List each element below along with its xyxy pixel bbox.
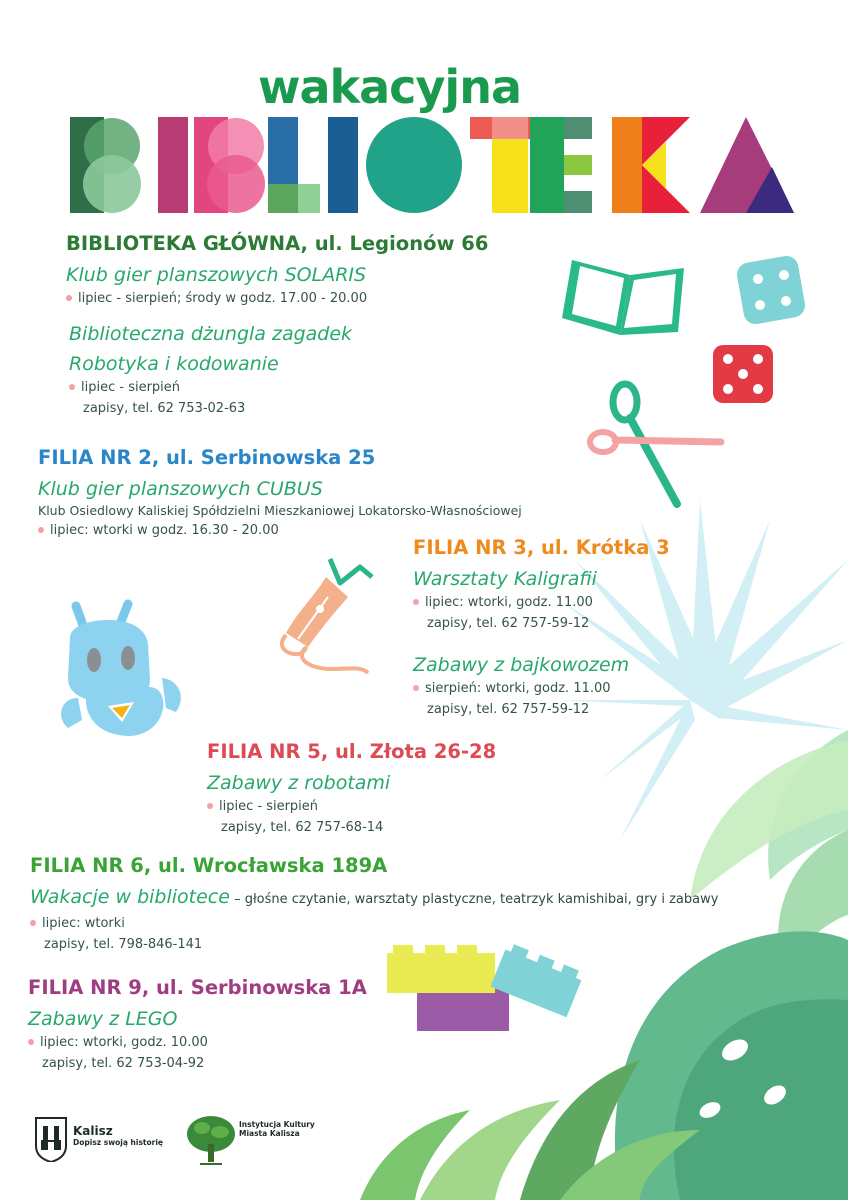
event-signup: zapisy, tel. 798-846-141 bbox=[44, 937, 203, 952]
event-detail: lipiec - sierpień; środy w godz. 17.00 - 20.00 bbox=[66, 288, 488, 309]
scissors-icon bbox=[585, 380, 725, 510]
section-filia-9 bbox=[28, 976, 367, 1074]
event-signup: zapisy, tel. 62 757-59-12 bbox=[427, 616, 590, 631]
instytucja-kultury-logo bbox=[186, 1114, 315, 1168]
title-biblioteka bbox=[60, 112, 800, 218]
section-heading: FILIA NR 2, ul. Serbinowska 25 bbox=[38, 446, 376, 469]
robot-icon bbox=[50, 598, 190, 748]
subtitle-wakacyjna: wakacyjna bbox=[258, 60, 521, 114]
event-detail: sierpień: wtorki, godz. 11.00 bbox=[413, 678, 670, 699]
event-detail: lipiec: wtorki, godz. 11.00 bbox=[413, 592, 670, 613]
dice-icon bbox=[736, 255, 806, 325]
event-signup: zapisy, tel. 62 757-68-14 bbox=[221, 820, 384, 835]
event-detail: lipiec - sierpień bbox=[207, 796, 496, 817]
event-name: Klub gier planszowych CUBUS bbox=[38, 478, 323, 500]
event-signup: zapisy, tel. 62 757-59-12 bbox=[427, 702, 590, 717]
section-heading: FILIA NR 3, ul. Krótka 3 bbox=[413, 536, 670, 559]
event-venue: Klub Osiedlowy Kaliskiej Spółdzielni Mieszkaniowej Lokatorsko-Własnościowej bbox=[38, 503, 522, 518]
event-detail: lipiec: wtorki w godz. 16.30 - 20.00 bbox=[38, 520, 522, 541]
bullet-icon bbox=[413, 685, 419, 691]
lego-bricks-icon bbox=[385, 943, 585, 1038]
bullet-icon bbox=[30, 920, 36, 926]
event-detail: lipiec: wtorki bbox=[30, 913, 718, 934]
event-signup: zapisy, tel. 62 753-04-92 bbox=[42, 1056, 205, 1071]
section-filia-6 bbox=[30, 854, 718, 955]
section-heading: BIBLIOTEKA GŁÓWNA, ul. Legionów 66 bbox=[66, 232, 489, 255]
kalisz-logo bbox=[34, 1116, 163, 1162]
event-name: Robotyka i kodowanie bbox=[69, 353, 279, 375]
event-name: Warsztaty Kaligrafii bbox=[413, 568, 597, 590]
bullet-icon bbox=[207, 803, 213, 809]
section-heading: FILIA NR 5, ul. Złota 26-28 bbox=[207, 740, 497, 763]
section-filia-3 bbox=[413, 536, 670, 720]
event-name: Zabawy z LEGO bbox=[28, 1008, 178, 1030]
event-name: Zabawy z bajkowozem bbox=[413, 654, 630, 676]
ik-line2: Miasta Kalisza bbox=[239, 1129, 300, 1138]
bullet-icon bbox=[38, 527, 44, 533]
bullet-icon bbox=[69, 384, 75, 390]
section-heading: FILIA NR 6, ul. Wrocławska 189A bbox=[30, 854, 388, 877]
section-heading: FILIA NR 9, ul. Serbinowska 1A bbox=[28, 976, 367, 999]
kalisz-crest-icon bbox=[34, 1116, 68, 1162]
bullet-icon bbox=[413, 599, 419, 605]
section-filia-5 bbox=[207, 740, 496, 838]
section-filia-2 bbox=[38, 446, 522, 541]
kalisz-name: Kalisz bbox=[73, 1124, 113, 1138]
event-extra: – głośne czytanie, warsztaty plastyczne, teatrzyk kamishibai, gry i zabawy bbox=[229, 892, 719, 907]
event-name: Zabawy z robotami bbox=[207, 772, 391, 794]
event-name: Biblioteczna dżungla zagadek bbox=[69, 323, 353, 345]
tree-icon bbox=[186, 1114, 236, 1168]
ik-line1: Instytucja Kultury bbox=[239, 1120, 315, 1129]
bullet-icon bbox=[66, 295, 72, 301]
event-signup: zapisy, tel. 62 753-02-63 bbox=[83, 401, 246, 416]
event-name: Wakacje w bibliotece – głośne czytanie, warsztaty plastyczne, teatrzyk kamishibai, gry i zabawy bbox=[30, 886, 719, 908]
event-name: Klub gier planszowych SOLARIS bbox=[66, 264, 367, 286]
section-biblioteka-glowna bbox=[66, 232, 488, 419]
bullet-icon bbox=[28, 1039, 34, 1045]
pen-nib-icon bbox=[268, 555, 388, 680]
book-icon bbox=[560, 240, 690, 340]
event-detail: lipiec - sierpień bbox=[66, 377, 488, 398]
event-detail: lipiec: wtorki, godz. 10.00 bbox=[28, 1032, 367, 1053]
kalisz-tagline: Dopisz swoją historię bbox=[73, 1138, 164, 1147]
